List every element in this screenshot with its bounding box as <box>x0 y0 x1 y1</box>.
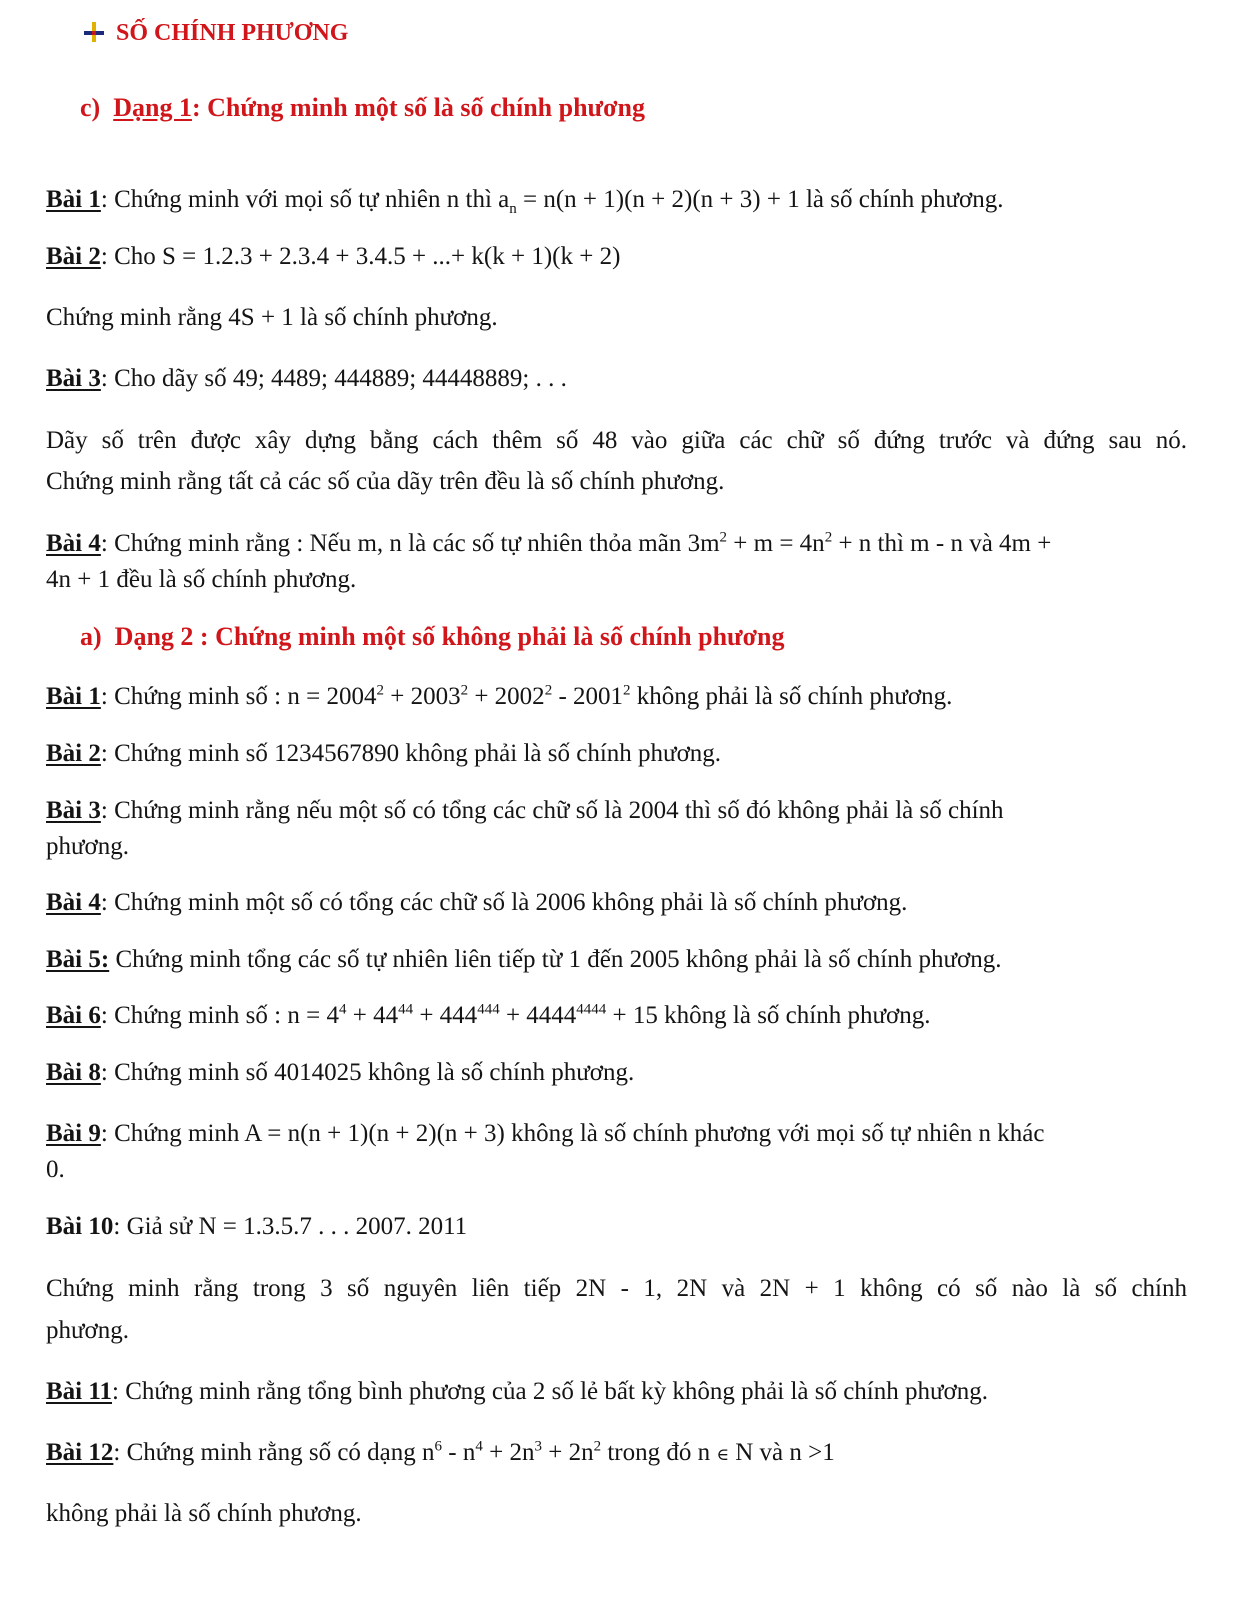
superscript: 2 <box>376 682 384 699</box>
exercise-d2-b12-cont: không phải là số chính phương. <box>46 1500 362 1527</box>
exercise-text: + n thì m - n và 4m + <box>832 530 1052 557</box>
superscript: 44 <box>398 1001 414 1018</box>
heading-text: : Chứng minh một số là số chính phương <box>191 93 646 122</box>
superscript: 2 <box>544 682 553 699</box>
exercise-text: N và n >1 <box>728 1439 835 1466</box>
exercise-d2-b4 <box>46 888 1187 918</box>
exercise-text: : Cho S = 1.2.3 + 2.3.4 + 3.4.5 + ...+ k(k + 1)(k + 2) <box>100 243 621 270</box>
exercise-label: Bài 8 <box>46 1059 101 1086</box>
exercise-d2-b10-cont2: phương. <box>46 1317 130 1344</box>
exercise-label: Bài 3 <box>46 797 101 824</box>
exercise-d2-b12 <box>46 1438 1187 1470</box>
exercise-text: trong đó n <box>601 1439 717 1466</box>
superscript: 2 <box>824 529 833 546</box>
exercise-label: Bài 2 <box>46 740 101 767</box>
superscript: 6 <box>434 1438 443 1455</box>
exercise-text: : Chứng minh với mọi số tự nhiên n thì a <box>100 186 510 213</box>
exercise-label: Bài 1 <box>46 186 101 213</box>
exercise-text: không phải là số chính phương. <box>630 683 953 710</box>
superscript: 444 <box>477 1001 500 1018</box>
exercise-d2-b9 <box>46 1119 1187 1149</box>
superscript: 4 <box>475 1438 483 1455</box>
superscript: 4 <box>338 1001 347 1018</box>
section-heading-dang2 <box>80 622 1187 652</box>
superscript: 3 <box>534 1438 542 1455</box>
exercise-text: : Giả sử N = 1.3.5.7 . . . 2007. 2011 <box>113 1213 468 1240</box>
exercise-text: : Chứng minh một số có tổng các chữ số là 2006 không phải là số chính phương. <box>100 889 908 916</box>
exercise-text: + m = 4n <box>727 530 825 557</box>
exercise-label: Bài 4 <box>46 530 101 557</box>
exercise-d2-b9-cont: 0. <box>46 1156 65 1183</box>
exercise-d1-b4-cont: 4n + 1 đều là số chính phương. <box>46 566 357 593</box>
heading-label: Dạng 1 <box>113 93 192 122</box>
exercise-d2-b10 <box>46 1212 1187 1242</box>
exercise-label: Bài 5: <box>46 946 110 973</box>
exercise-d1-b3-cont1: Dãy số trên được xây dựng bằng cách thêm số 48 vào giữa các chữ số đứng trước và đứng sau nó. <box>46 427 1187 454</box>
exercise-text: + 2003 <box>383 683 461 710</box>
exercise-text: : Cho dãy số 49; 4489; 444889; 44448889; . . . <box>100 365 567 392</box>
heading-marker: a) <box>80 622 102 651</box>
exercise-text: + 444 <box>413 1002 478 1029</box>
document-title <box>84 18 1187 48</box>
title-text: SỐ CHÍNH PHƯƠNG <box>116 20 349 46</box>
exercise-text: : Chứng minh rằng tổng bình phương của 2 số lẻ bất kỳ không phải là số chính phương. <box>112 1378 989 1405</box>
exercise-label: Bài 9 <box>46 1120 101 1147</box>
exercise-d1-b3-cont2: Chứng minh rằng tất cả các số của dãy trên đều là số chính phương. <box>46 468 725 495</box>
section-heading-dang1 <box>80 93 1187 123</box>
exercise-label: Bài 12 <box>46 1439 114 1466</box>
exercise-text: + 2002 <box>468 683 545 710</box>
bullet-cross-icon <box>84 22 104 42</box>
exercise-text: : Chứng minh A = n(n + 1)(n + 2)(n + 3) không là số chính phương với mọi số tự nhiên n khác <box>100 1120 1045 1147</box>
exercise-d2-b1 <box>46 682 1187 712</box>
exercise-label: Bài 11 <box>46 1378 112 1405</box>
exercise-text: : Chứng minh số 4014025 không là số chính phương. <box>100 1059 635 1086</box>
exercise-d2-b2 <box>46 739 1187 769</box>
exercise-label: Bài 4 <box>46 889 101 916</box>
exercise-d2-b8 <box>46 1058 1187 1088</box>
exercise-d2-b3-cont: phương. <box>46 833 130 860</box>
exercise-text: + 4444 <box>499 1002 577 1029</box>
heading-text: Dạng 2 : Chứng minh một số không phải là số chính phương <box>114 622 785 651</box>
exercise-text: : Chứng minh số : n = 4 <box>100 1002 339 1029</box>
subscript: n <box>509 201 517 217</box>
exercise-text: : Chứng minh rằng nếu một số có tổng các chữ số là 2004 thì số đó không phải là số chính <box>100 797 1004 824</box>
exercise-d2-b11 <box>46 1377 1187 1407</box>
exercise-d2-b6 <box>46 1001 1187 1031</box>
exercise-d1-b3 <box>46 364 1187 394</box>
exercise-label: Bài 1 <box>46 683 101 710</box>
exercise-text: = n(n + 1)(n + 2)(n + 3) + 1 là số chính phương. <box>516 186 1004 213</box>
exercise-d2-b10-cont1: Chứng minh rằng trong 3 số nguyên liên tiếp 2N - 1, 2N và 2N + 1 không có số nào là số chính <box>46 1275 1187 1302</box>
exercise-label: Bài 10 <box>46 1213 114 1240</box>
superscript: 2 <box>719 529 728 546</box>
exercise-text: : Chứng minh rằng : Nếu m, n là các số tự nhiên thỏa mãn 3m <box>100 530 720 557</box>
exercise-d1-b2-cont: Chứng minh rằng 4S + 1 là số chính phương. <box>46 304 498 331</box>
exercise-text: + 2n <box>482 1439 535 1466</box>
exercise-text: + 2n <box>541 1439 594 1466</box>
exercise-text: : Chứng minh rằng số có dạng n <box>113 1439 435 1466</box>
element-of-symbol: ∈ <box>716 1445 729 1464</box>
exercise-d2-b3 <box>46 796 1187 826</box>
exercise-text: - 2001 <box>552 683 624 710</box>
exercise-d1-b2 <box>46 242 1187 272</box>
exercise-label: Bài 6 <box>46 1002 101 1029</box>
exercise-d2-b5 <box>46 945 1187 975</box>
exercise-text: : Chứng minh số 1234567890 không phải là số chính phương. <box>100 740 722 767</box>
superscript: 4444 <box>576 1001 607 1018</box>
heading-marker: c) <box>80 93 101 122</box>
superscript: 2 <box>623 682 631 699</box>
exercise-d1-b4 <box>46 529 1187 559</box>
exercise-text: + 15 không là số chính phương. <box>606 1002 931 1029</box>
exercise-text: : Chứng minh số : n = 2004 <box>100 683 377 710</box>
exercise-d1-b1 <box>46 185 1187 215</box>
superscript: 2 <box>593 1438 602 1455</box>
exercise-text: Chứng minh tổng các số tự nhiên liên tiếp từ 1 đến 2005 không phải là số chính phương. <box>109 946 1002 973</box>
exercise-label: Bài 2 <box>46 243 101 270</box>
exercise-text: - n <box>442 1439 476 1466</box>
exercise-label: Bài 3 <box>46 365 101 392</box>
superscript: 2 <box>460 682 469 699</box>
exercise-text: + 44 <box>346 1002 399 1029</box>
